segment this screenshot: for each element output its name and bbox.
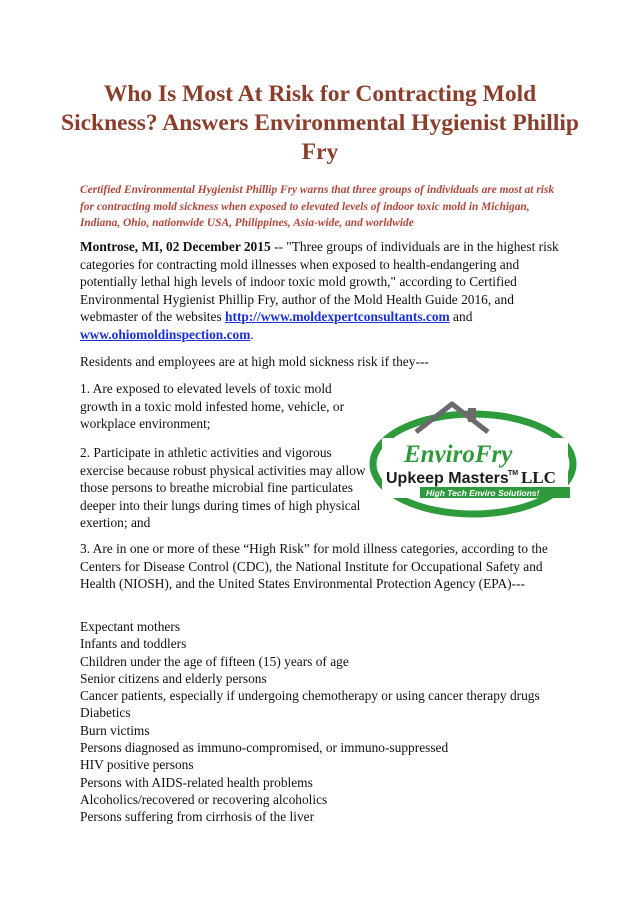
risk-item-3: 3. Are in one or more of these “High Risk” for mold illness categories, according to the Centers for Disease Control (CDC), the National Institute for Occupational Safety and Health (NIOSH), and the United States Environmental Protection Agency (EPA)--- (80, 541, 548, 592)
list-item: Expectant mothers (80, 619, 181, 634)
list-item: Senior citizens and elderly persons (80, 670, 267, 686)
list-item: Persons diagnosed as immuno-compromised, or immuno-suppressed (80, 740, 449, 756)
list-item: Diabetics (80, 705, 131, 721)
list-item: Children under the age of fifteen (15) years of age (80, 653, 349, 669)
envirofry-logo (368, 392, 578, 522)
list-item: Persons suffering from cirrhosis of the liver (80, 809, 315, 825)
intro-paragraph (80, 238, 565, 344)
logo-name: Upkeep Masters (386, 470, 509, 487)
intro-text-a: -- "Three groups of individuals are in the highest risk categories for contracting mold illnesses when exposed to health-endangering and potentially lethal high levels of indoor toxic mold growth," according to Certified Environmental Hygienist Phillip Fry, author of the Mold Health Guide 2016, and webmaster of the websites (80, 239, 559, 325)
logo-tagline: High Tech Enviro Solutions! (426, 488, 540, 498)
list-item: Persons with AIDS-related health problems (80, 774, 313, 790)
risk-groups-list (80, 618, 565, 826)
intro-text-c: . (250, 326, 254, 342)
list-item: Burn victims (80, 722, 150, 738)
list-item: HIV positive persons (80, 757, 194, 773)
list-item: Cancer patients, especially if undergoing chemotherapy or using cancer therapy drugs (80, 688, 540, 704)
page-title: Who Is Most At Risk for Contracting Mold Sickness? Answers Environmental Hygienist Phillip Fry (61, 81, 579, 165)
risk-item-2: 2. Participate in athletic activities and vigorous exercise because robust physical activities may allow those persons to breathe microbial fine particulates deeper into their lungs during times of high physical exertion; and (80, 445, 366, 531)
dateline: Montrose, MI, 02 December 2015 (80, 239, 271, 254)
chimney-icon (468, 408, 476, 422)
ohiomold-link[interactable]: www.ohiomoldinspection.com (80, 326, 251, 342)
intro-text-b: and (449, 309, 473, 325)
logo-suffix: LLC (521, 468, 556, 487)
subtitle: Certified Environmental Hygienist Phillip Fry warns that three groups of individuals are most at risk for contracting mold sickness when exposed to elevated levels of indoor toxic mold in Michigan, Indiana, Ohio, nationwide USA, Philippines, Asia-wide, and worldwide (80, 184, 555, 229)
moldexpert-link[interactable]: http://www.moldexpertconsultants.com (225, 309, 450, 325)
list-item: Alcoholics/recovered or recovering alcoholics (80, 791, 328, 807)
envirofry-logo-graphic (368, 392, 578, 522)
residents-line: Residents and employees are at high mold sickness risk if they--- (80, 354, 429, 369)
list-item: Infants and toddlers (80, 636, 187, 652)
logo-brand: EnviroFry (404, 441, 513, 468)
risk-item-1: 1. Are exposed to elevated levels of toxic mold growth in a toxic mold infested home, vehicle, or workplace environment; (80, 381, 345, 432)
logo-tm: TM (508, 470, 519, 477)
